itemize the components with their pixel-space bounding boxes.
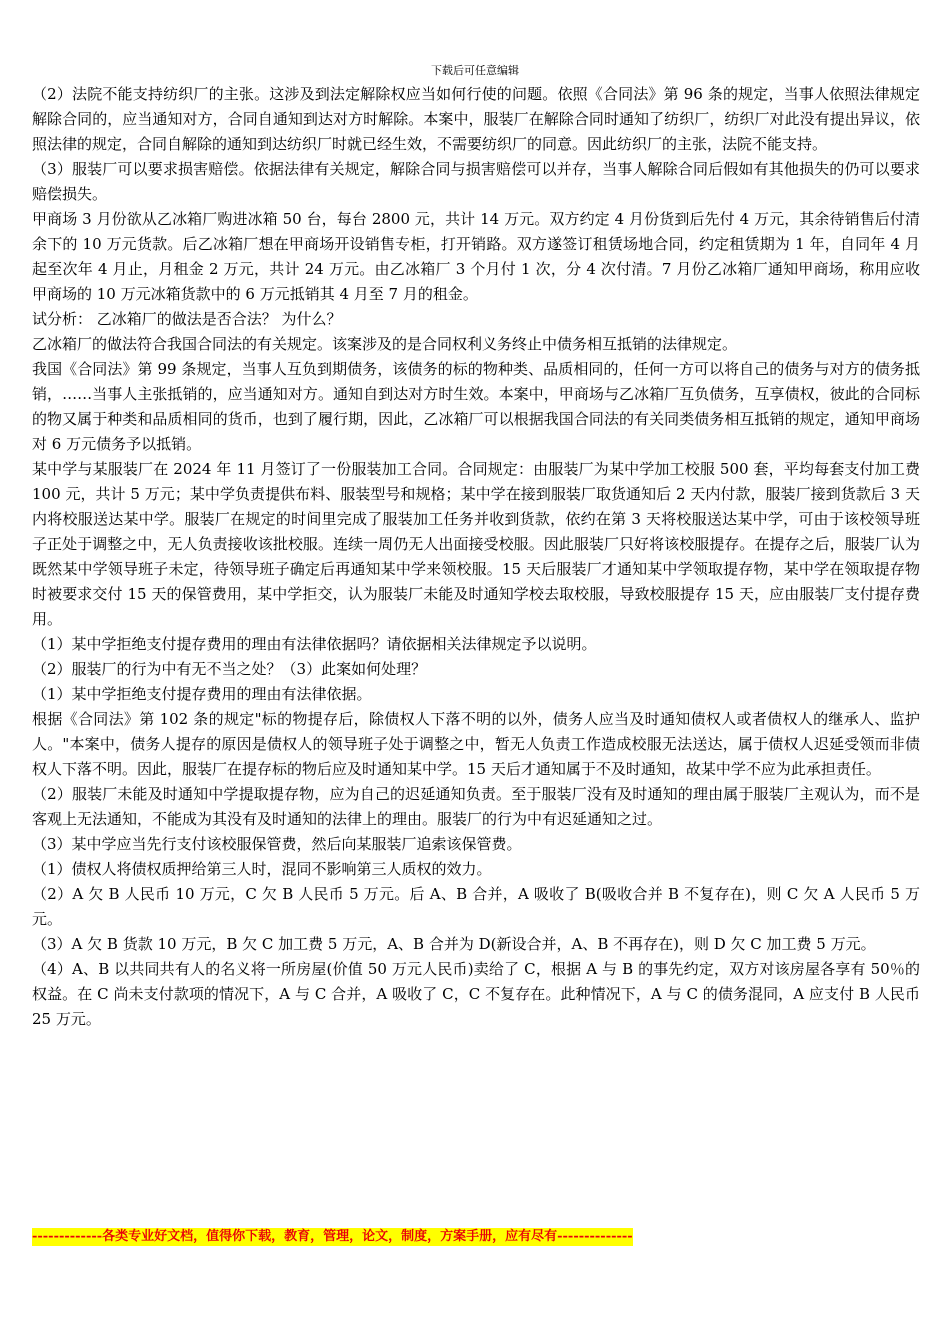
paragraph: （2）法院不能支持纺织厂的主张。这涉及到法定解除权应当如何行使的问题。依照《合同法》第 96 条的规定，当事人依照法律规定解除合同的，应当通知对方，合同自通知到达对方时解除。本案中，服装厂在解除合同时通知了纺织厂，纺织厂对此没有提出异议，依照法律的规定，合同自解除的通知到达纺织厂时就已经生效，不需要纺织厂的同意。因此纺织厂的主张，法院不能支持。: [32, 85, 920, 153]
paragraph: 我国《合同法》第 99 条规定，当事人互负到期债务，该债务的标的物种类、品质相同的，任何一方可以将自己的债务与对方的债务抵销，……当事人主张抵销的，应当通知对方。通知自到达对方时生效。本案中，甲商场与乙冰箱厂互负债务，互享债权，彼此的合同标的物又属于种类和品质相同的货币，也到了履行期，因此，乙冰箱厂可以根据我国合同法的有关同类债务相互抵销的规定，通知甲商场对 6 万元债务予以抵销。: [32, 360, 920, 453]
paragraph: （2）A 欠 B 人民币 10 万元，C 欠 B 人民币 5 万元。后 A、B 合并，A 吸收了 B(吸收合并 B 不复存在)，则 C 欠 A 人民币 5 万元。: [32, 885, 920, 928]
paragraph: 某中学与某服装厂在 2024 年 11 月签订了一份服装加工合同。合同规定：由服装厂为某中学加工校服 500 套，平均每套支付加工费 100 元，共计 5 万元；某中学负责提供布料、服装型号和规格；某中学在接到服装厂取货通知后 2 天内付款，服装厂接到货款后 3 天内将校服送达某中学。服装厂在规定的时间里完成了服装加工任务并收到货款，依约在第 3 天将校服送达某中学，可由于该校领导班子正处于调整之中，无人负责接收该批校服。连续一周仍无人出面接受校服。因此服装厂只好将该校服提存。在提存之后，服装厂认为既然某中学领导班子未定，待领导班子确定后再通知某中学来领校服。15 天后服装厂才通知某中学领取提存物，某中学在领取提存物时被要求交付 15 天的保管费用，某中学拒交，认为服装厂未能及时通知学校去取校服，导致校服提存 15 天，应由服装厂支付提存费用。: [32, 460, 920, 628]
document-body: [32, 82, 920, 1032]
paragraph: （4）A、B 以共同共有人的名义将一所房屋(价值 50 万元人民币)卖给了 C，根据 A 与 B 的事先约定，双方对该房屋各享有 50％的权益。在 C 尚未支付款项的情况下，A 与 C 合并，A 吸收了 C，C 不复存在。此种情况下，A 与 C 的债务混同，A 应支付 B 人民币 25 万元。: [32, 960, 920, 1028]
paragraph: （2）服装厂未能及时通知中学提取提存物，应为自己的迟延通知负责。至于服装厂没有及时通知的理由属于服装厂主观认为，而不是客观上无法通知，不能成为其没有及时通知的法律上的理由。服装厂的行为中有迟延通知之过。: [32, 785, 920, 828]
paragraph: （3）A 欠 B 货款 10 万元，B 欠 C 加工费 5 万元，A、B 合并为 D(新设合并，A、B 不再存在)，则 D 欠 C 加工费 5 万元。: [32, 935, 876, 953]
footer-banner: -------------各类专业好文档，值得你下载，教育，管理，论文，制度，方案手册，应有尽有--------------: [32, 1229, 633, 1244]
paragraph: （3）某中学应当先行支付该校服保管费，然后向某服装厂追索该保管费。: [32, 835, 522, 853]
paragraph: 甲商场 3 月份欲从乙冰箱厂购进冰箱 50 台，每台 2800 元，共计 14 万元。双方约定 4 月份货到后先付 4 万元，其余待销售后付清余下的 10 万元货款。后乙冰箱厂想在甲商场开设销售专柜，打开销路。双方遂签订租赁场地合同，约定租赁期为 1 年，自同年 4 月起至次年 4 月止，月租金 2 万元，共计 24 万元。由乙冰箱厂 3 个月付 1 次，分 4 次付清。7 月份乙冰箱厂通知甲商场，称用应收甲商场的 10 万元冰箱货款中的 6 万元抵销其 4 月至 7 月的租金。: [32, 210, 920, 303]
paragraph: （1）某中学拒绝支付提存费用的理由有法律依据吗？请依据相关法律规定予以说明。: [32, 635, 597, 653]
paragraph: （3）服装厂可以要求损害赔偿。依据法律有关规定，解除合同与损害赔偿可以并存，当事人解除合同后假如有其他损失的仍可以要求赔偿损失。: [32, 160, 920, 203]
paragraph: （1）某中学拒绝支付提存费用的理由有法律依据。: [32, 685, 372, 703]
page-header: 下载后可任意编辑: [431, 64, 519, 77]
paragraph: （1）债权人将债权质押给第三人时，混同不影响第三人质权的效力。: [32, 860, 492, 878]
paragraph: 乙冰箱厂的做法符合我国合同法的有关规定。该案涉及的是合同权利义务终止中债务相互抵销的法律规定。: [32, 335, 738, 353]
paragraph: 试分析： 乙冰箱厂的做法是否合法？ 为什么？: [32, 310, 342, 328]
paragraph: （2）服装厂的行为中有无不当之处？（3）此案如何处理？: [32, 660, 427, 678]
paragraph: 根据《合同法》第 102 条的规定"标的物提存后，除债权人下落不明的以外，债务人应当及时通知债权人或者债权人的继承人、监护人。"本案中，债务人提存的原因是债权人的领导班子处于调整之中，暂无人负责工作造成校服无法送达，属于债权人迟延受领而非债权人下落不明。因此，服装厂在提存标的物后应及时通知某中学。15 天后才通知属于不及时通知，故某中学不应为此承担责任。: [32, 710, 920, 778]
